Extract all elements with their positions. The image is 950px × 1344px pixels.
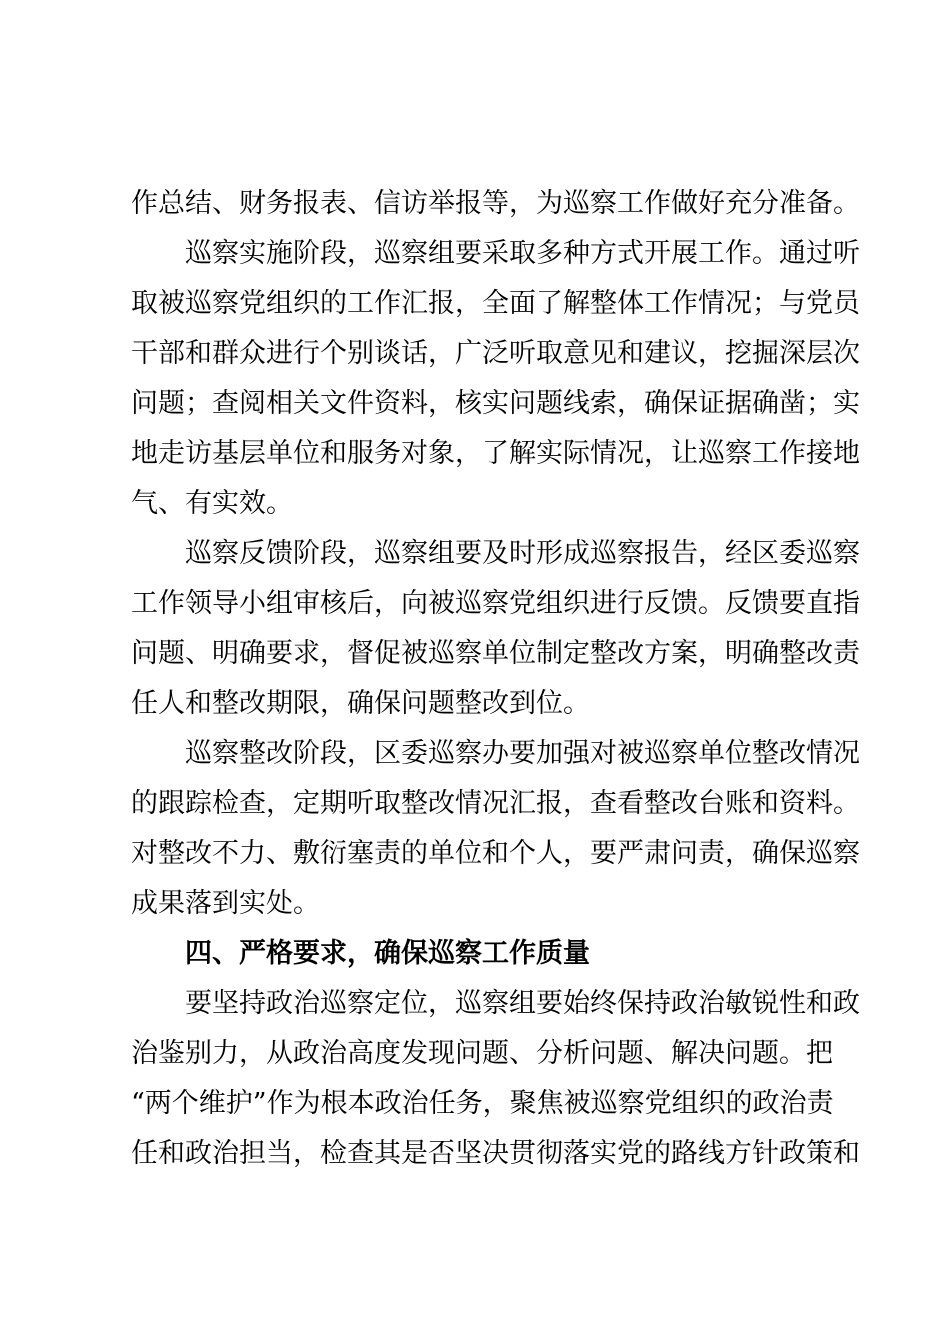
paragraph-start-line: 巡察反馈阶段，巡察组要及时形成巡察报告，经区委巡察 — [131, 538, 860, 569]
text-line: 治鉴别力，从政治高度发现问题、分析问题、解决问题。把 — [131, 1038, 833, 1069]
text-line: 的跟踪检查，定期听取整改情况汇报，查看整改台账和资料。 — [131, 788, 860, 819]
text-line: 问题、明确要求，督促被巡察单位制定整改方案，明确整改责 — [131, 638, 860, 669]
text-line: 工作领导小组审核后，向被巡察党组织进行反馈。反馈要直指 — [131, 588, 860, 619]
paragraph-start-line: 巡察整改阶段，区委巡察办要加强对被巡察单位整改情况 — [131, 738, 860, 769]
text-line: “两个维护”作为根本政治任务，聚焦被巡察党组织的政治责 — [131, 1088, 834, 1119]
paragraph-end-line: 任人和整改期限，确保问题整改到位。 — [131, 688, 590, 719]
paragraph-start-line: 要坚持政治巡察定位，巡察组要始终保持政治敏锐性和政 — [131, 988, 860, 1019]
section-heading: 四、严格要求，确保巡察工作质量 — [131, 938, 590, 969]
paragraph-end-line: 气、有实效。 — [131, 488, 293, 519]
text-line: 问题；查阅相关文件资料，核实问题线索，确保证据确凿；实 — [131, 388, 860, 419]
text-line: 作总结、财务报表、信访举报等，为巡察工作做好充分准备。 — [131, 188, 860, 219]
paragraph-end-line: 成果落到实处。 — [131, 888, 320, 919]
text-line: 干部和群众进行个别谈话，广泛听取意见和建议，挖掘深层次 — [131, 338, 860, 369]
paragraph-start-line: 巡察实施阶段，巡察组要采取多种方式开展工作。通过听 — [131, 238, 860, 269]
text-line: 取被巡察党组织的工作汇报，全面了解整体工作情况；与党员 — [131, 288, 860, 319]
text-line: 对整改不力、敷衍塞责的单位和个人，要严肃问责，确保巡察 — [131, 838, 860, 869]
text-line: 任和政治担当，检查其是否坚决贯彻落实党的路线方针政策和 — [131, 1138, 860, 1169]
text-line: 地走访基层单位和服务对象，了解实际情况，让巡察工作接地 — [131, 438, 860, 469]
